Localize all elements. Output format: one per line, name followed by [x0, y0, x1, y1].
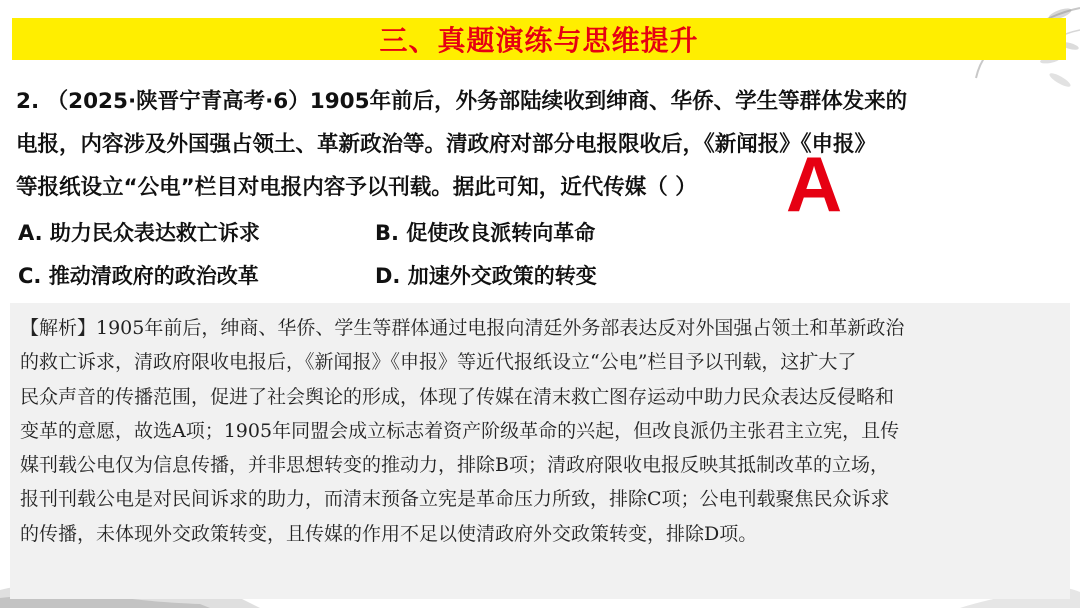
analysis-line: 【解析】1905年前后，绅商、华侨、学生等群体通过电报向清廷外务部表达反对外国强占领土和革新政治 [20, 317, 905, 339]
question-line: 2. （2025·陕晋宁青高考·6）1905年前后，外务部陆续收到绅商、华侨、学生等群体发来的 [16, 89, 908, 114]
page-title: 三、真题演练与思维提升 [379, 24, 699, 57]
analysis-panel [10, 303, 1070, 599]
options-row [18, 212, 718, 255]
title-banner [12, 18, 1066, 60]
option-b: B. 促使改良派转向革命 [375, 221, 596, 245]
analysis-line: 变革的意愿，故选A项；1905年同盟会成立标志着资产阶级革命的兴起，但改良派仍主张君主立宪，且传 [20, 419, 900, 442]
analysis-line: 媒刊载公电仅为信息传播，并非思想转变的推动力，排除B项；清政府限收电报反映其抵制改革的立场， [20, 454, 889, 477]
analysis-line: 报刊刊载公电是对民间诉求的助力，而清末预备立宪是革命压力所致，排除C项；公电刊载聚焦民众诉求 [20, 488, 890, 511]
question-stem [16, 80, 1062, 209]
analysis-text [20, 311, 1070, 551]
analysis-line: 的救亡诉求，清政府限收电报后，《新闻报》《申报》等近代报纸设立“公电”栏目予以刊载，这扩大了 [20, 351, 857, 374]
question-line: 电报，内容涉及外国强占领土、革新政治等。清政府对部分电报限收后，《新闻报》《申报》 [16, 132, 877, 157]
analysis-line: 民众声音的传播范围，促进了社会舆论的形成，体现了传媒在清末救亡图存运动中助力民众表达反侵略和 [20, 385, 895, 408]
option-a: A. 助力民众表达救亡诉求 [18, 221, 260, 245]
options-row [18, 255, 718, 298]
answer-mark: A [785, 140, 843, 228]
option-d: D. 加速外交政策的转变 [375, 264, 597, 288]
option-c: C. 推动清政府的政治改革 [18, 264, 259, 288]
question-line: 等报纸设立“公电”栏目对电报内容予以刊载。据此可知，近代传媒（ ） [16, 175, 697, 200]
analysis-line: 的传播，未体现外交政策转变，且传媒的作用不足以使清政府外交政策转变，排除D项。 [20, 522, 758, 545]
answer-options [18, 212, 718, 298]
